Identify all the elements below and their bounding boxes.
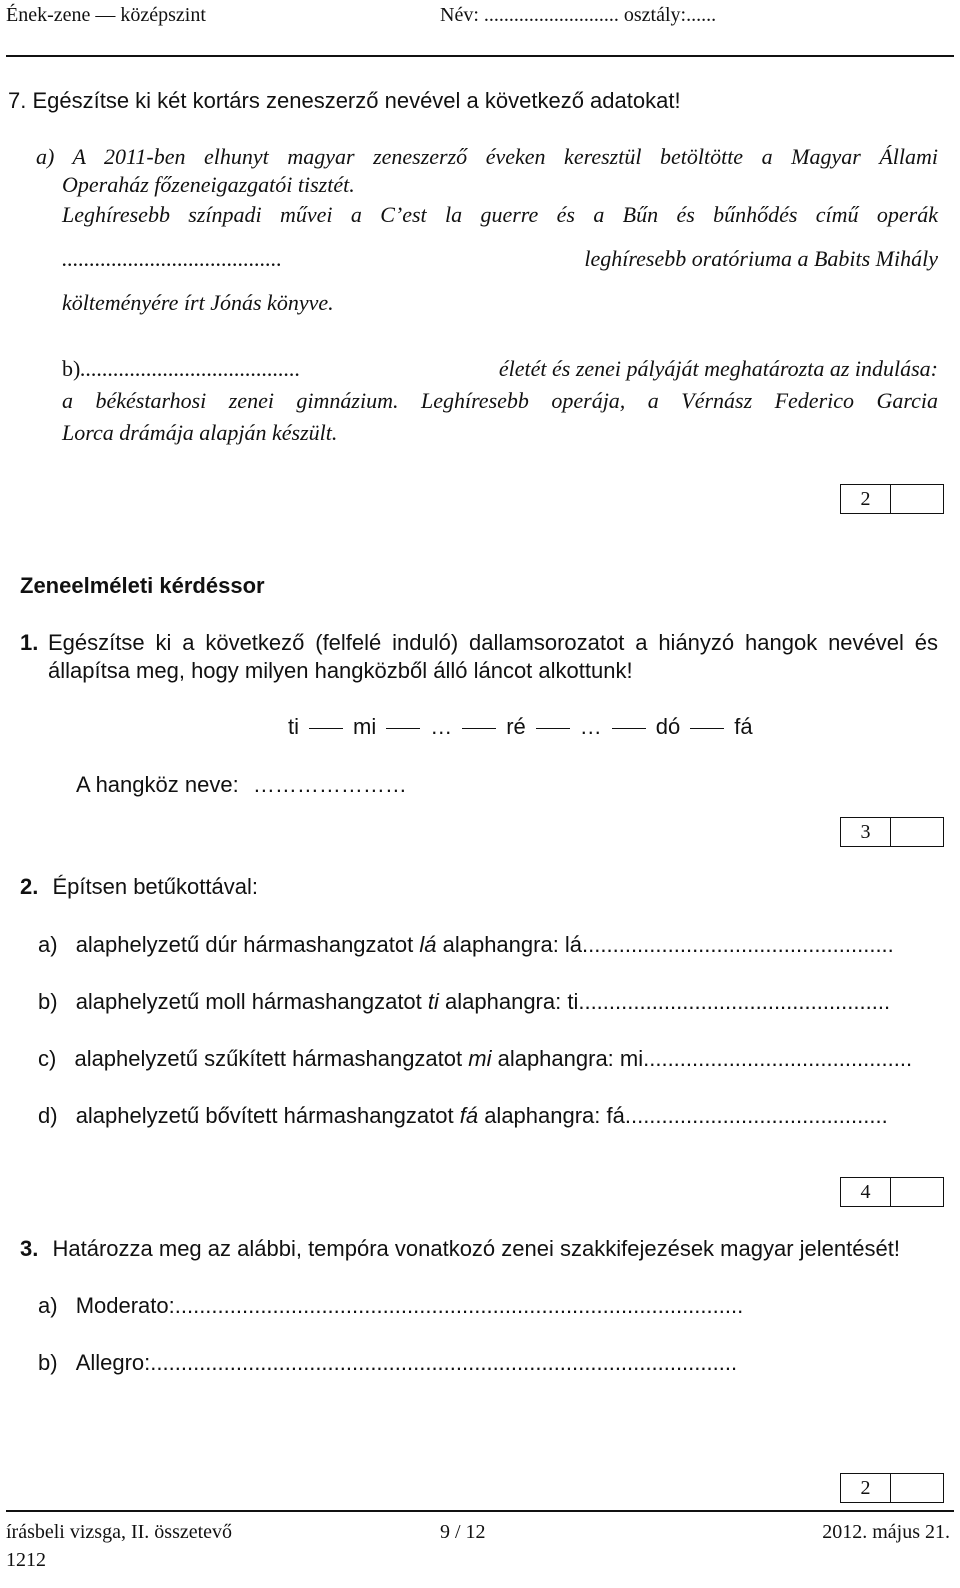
q7-title: 7. Egészítse ki két kortárs zeneszerző nevével a következő adatokat!: [8, 88, 681, 113]
q2-item-answer-blank[interactable]: ...................................................: [582, 932, 894, 957]
q2-item-note: lá: [419, 932, 437, 957]
q2-item-text-end: alaphangra: fá: [478, 1103, 625, 1128]
q1-score-box: [840, 817, 944, 847]
q1-points: 3: [841, 818, 891, 846]
q7-b-label: b): [62, 356, 81, 381]
q7-a-answer-blank[interactable]: ........................................: [62, 246, 282, 271]
q2-item: [38, 1103, 888, 1129]
q1-interval-row: [76, 772, 407, 798]
q7-score-box: [840, 484, 944, 514]
q2-item-note: ti: [427, 989, 439, 1014]
q3-title: Határozza meg az alábbi, tempóra vonatkozó zenei szakkifejezések magyar jelentését!: [52, 1236, 900, 1261]
q2-item-text-end: alaphangra: lá: [436, 932, 583, 957]
syllable-ti: ti: [288, 714, 299, 739]
q7-b-line3: Lorca drámája alapján készült.: [62, 420, 338, 445]
q7-b-line1: [62, 356, 938, 382]
q3-item-letter: b): [38, 1350, 58, 1375]
q2-item-answer-blank[interactable]: ...................................................: [578, 989, 891, 1014]
syllable-mi: mi: [353, 714, 377, 739]
q7-a-line3: Leghíresebb színpadi művei a C’est la guerre és a Bűn és bűnhődés című operák: [62, 202, 938, 227]
footer-exam-label: írásbeli vizsga, II. összetevő: [6, 1521, 233, 1543]
q7-a-line4: [62, 246, 938, 272]
header-rule: [6, 55, 954, 57]
q1-text-line2: állapítsa meg, hogy milyen hangközből álló láncot alkottunk!: [48, 658, 633, 683]
q2-item-text-end: alaphangra: ti: [438, 989, 579, 1014]
q2-item-note: mi: [468, 1046, 492, 1071]
q3-item-moderato: [38, 1293, 743, 1319]
q3-item-answer-blank[interactable]: ................................................................................................: [150, 1350, 738, 1375]
q2-item-text: alaphelyzetű dúr hármashangzatot: [75, 932, 420, 957]
q2-item-note: fá: [459, 1103, 479, 1128]
q2-title: Építsen betűkottával:: [52, 874, 258, 899]
q2-number: 2.: [20, 874, 39, 899]
q3-points: 2: [841, 1474, 891, 1502]
q2-item-text: alaphelyzetű szűkített hármashangzatot: [74, 1046, 469, 1071]
q2-heading: [20, 874, 258, 900]
header-subject: Ének-zene — középszint: [6, 4, 206, 26]
q2-item-text-end: alaphangra: mi: [491, 1046, 644, 1071]
syllable-blank-1[interactable]: …: [430, 714, 453, 739]
footer-exam-code: 1212: [6, 1549, 46, 1571]
q7-score-field[interactable]: [891, 485, 943, 513]
q3-heading: [20, 1236, 900, 1262]
syllable-do: dó: [655, 714, 681, 739]
q3-score-field[interactable]: [891, 1474, 943, 1502]
q7-b-line2: a békéstarhosi zenei gimnázium. Leghíresebb operája, a Vérnász Federico Garcia: [62, 388, 938, 413]
q2-item-letter: d): [38, 1103, 58, 1128]
footer-rule: [6, 1510, 954, 1512]
q2-item-letter: b): [38, 989, 58, 1014]
q3-number: 3.: [20, 1236, 39, 1261]
q7-b-line1-text: életét és zenei pályáját meghatározta az indulása:: [498, 356, 938, 381]
q2-score-field[interactable]: [891, 1178, 943, 1206]
q2-item-answer-blank[interactable]: ............................................: [643, 1046, 913, 1071]
q2-item-text: alaphelyzetű bővített hármashangzatot: [75, 1103, 460, 1128]
q3-item-allegro: [38, 1350, 737, 1376]
q3-item-letter: a): [38, 1293, 58, 1318]
q7-a-line2: Operaház főzeneigazgatói tisztét.: [62, 172, 355, 197]
q1-number: 1.: [20, 630, 39, 655]
header-name-class: Név: ........................... osztály:......: [440, 4, 717, 26]
q1-score-field[interactable]: [891, 818, 943, 846]
q7-a-line5: költeményére írt Jónás könyve.: [62, 290, 334, 315]
q2-item-letter: a): [38, 932, 58, 957]
q1-interval-label: A hangköz neve:: [76, 772, 239, 797]
syllable-fa: fá: [734, 714, 753, 739]
q2-points: 4: [841, 1178, 891, 1206]
q1-text-line1: Egészítse ki a következő (felfelé induló) dallamsorozatot a hiányzó hangok nevével és: [48, 630, 938, 655]
q2-score-box: [840, 1177, 944, 1207]
q7-a-line4-text: leghíresebb oratóriuma a Babits Mihály: [584, 246, 938, 271]
q3-item-term: Moderato:: [75, 1293, 175, 1318]
q2-item-letter: c): [38, 1046, 57, 1071]
q3-score-box: [840, 1473, 944, 1503]
syllable-re: ré: [506, 714, 526, 739]
q1-interval-blank[interactable]: …………………: [252, 772, 407, 797]
footer-date: 2012. május 21.: [822, 1521, 950, 1543]
q2-item-answer-blank[interactable]: ...........................................: [624, 1103, 888, 1128]
q2-item: [38, 989, 890, 1015]
syllable-blank-2[interactable]: …: [579, 714, 602, 739]
q1-syllable-row: [288, 714, 753, 740]
q3-item-answer-blank[interactable]: .............................................................................................: [174, 1293, 744, 1318]
footer-page-number: 9 / 12: [440, 1521, 486, 1543]
q2-item-text: alaphelyzetű moll hármashangzatot: [75, 989, 428, 1014]
q2-item: [38, 932, 894, 958]
q7-a-line1: a) A 2011-ben elhunyt magyar zeneszerző éveken keresztül betöltötte a Magyar Állami: [36, 144, 938, 169]
section-title: Zeneelméleti kérdéssor: [20, 573, 265, 598]
q7-points: 2: [841, 485, 891, 513]
q2-item: [38, 1046, 912, 1072]
q3-item-term: Allegro:: [75, 1350, 151, 1375]
q7-b-answer-blank[interactable]: ........................................: [80, 356, 301, 381]
